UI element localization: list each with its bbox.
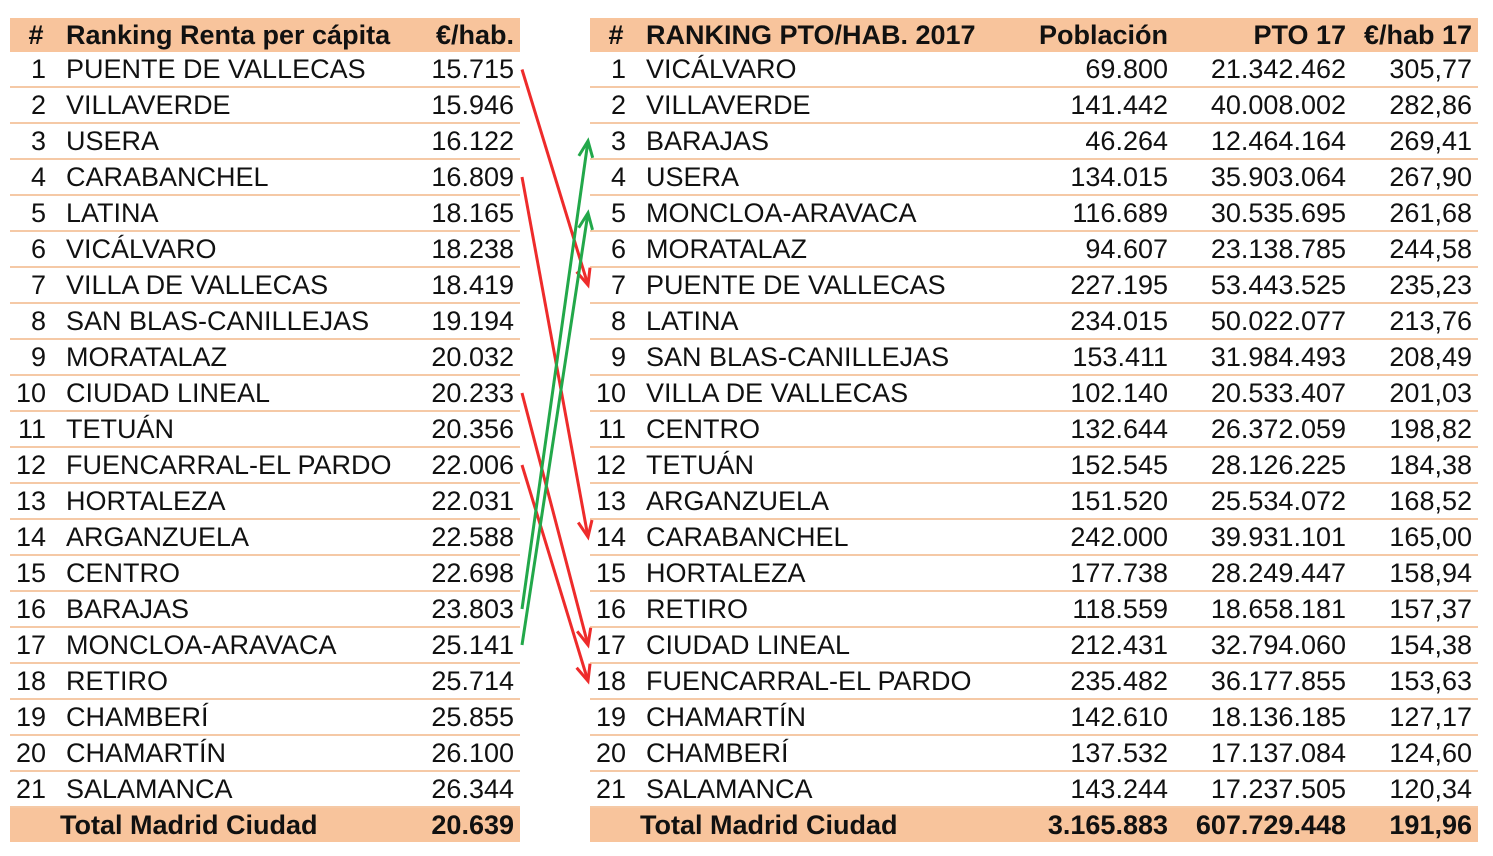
rank-cell: 6 xyxy=(590,231,642,267)
district-cell: VICÁLVARO xyxy=(642,52,1014,87)
district-cell: MORATALAZ xyxy=(62,339,424,375)
per-hab-cell: 127,17 xyxy=(1352,699,1478,735)
per-hab-cell: 158,94 xyxy=(1352,555,1478,591)
rank-cell: 8 xyxy=(10,303,62,339)
district-cell: CENTRO xyxy=(642,411,1014,447)
renta-cell: 19.194 xyxy=(424,303,520,339)
poblacion-cell: 69.800 xyxy=(1014,52,1174,87)
per-hab-cell: 213,76 xyxy=(1352,303,1478,339)
table-row xyxy=(590,663,1478,699)
table-row xyxy=(590,411,1478,447)
poblacion-cell: 94.607 xyxy=(1014,231,1174,267)
pto-cell: 25.534.072 xyxy=(1174,483,1352,519)
table-row xyxy=(590,699,1478,735)
poblacion-cell: 142.610 xyxy=(1014,699,1174,735)
table-row xyxy=(10,159,520,195)
header-eur-hab: €/hab. xyxy=(424,18,520,52)
poblacion-cell: 227.195 xyxy=(1014,267,1174,303)
per-hab-cell: 261,68 xyxy=(1352,195,1478,231)
arrow-line-1-to-7 xyxy=(522,70,588,286)
header-pto-title: RANKING PTO/HAB. 2017 xyxy=(642,18,1014,52)
poblacion-cell: 143.244 xyxy=(1014,771,1174,807)
table-row xyxy=(10,303,520,339)
table-row xyxy=(590,267,1478,303)
rank-cell: 15 xyxy=(10,555,62,591)
table-row xyxy=(10,483,520,519)
pto-cell: 30.535.695 xyxy=(1174,195,1352,231)
arrow-line-17-to-5 xyxy=(522,213,588,645)
table-row xyxy=(10,591,520,627)
rank-cell: 8 xyxy=(590,303,642,339)
arrow-head-12-to-18 xyxy=(577,664,590,681)
poblacion-cell: 152.545 xyxy=(1014,447,1174,483)
renta-cell: 20.356 xyxy=(424,411,520,447)
district-cell: CENTRO xyxy=(62,555,424,591)
table-row xyxy=(590,519,1478,555)
poblacion-cell: 151.520 xyxy=(1014,483,1174,519)
header-eur-hab17: €/hab 17 xyxy=(1352,18,1478,52)
pto-cell: 23.138.785 xyxy=(1174,231,1352,267)
per-hab-cell: 168,52 xyxy=(1352,483,1478,519)
district-cell: MORATALAZ xyxy=(642,231,1014,267)
district-cell: BARAJAS xyxy=(62,591,424,627)
per-hab-cell: 120,34 xyxy=(1352,771,1478,807)
table-row xyxy=(10,375,520,411)
header-renta-title: Ranking Renta per cápita xyxy=(62,18,424,52)
poblacion-cell: 242.000 xyxy=(1014,519,1174,555)
district-cell: PUENTE DE VALLECAS xyxy=(642,267,1014,303)
table-row xyxy=(10,771,520,807)
renta-cell: 25.714 xyxy=(424,663,520,699)
arrow-head-1-to-7 xyxy=(577,268,590,285)
rank-cell: 2 xyxy=(590,87,642,123)
arrow-line-12-to-18 xyxy=(522,465,588,681)
rank-cell: 10 xyxy=(10,375,62,411)
pto-cell: 21.342.462 xyxy=(1174,52,1352,87)
poblacion-cell: 153.411 xyxy=(1014,339,1174,375)
per-hab-cell: 184,38 xyxy=(1352,447,1478,483)
per-hab-cell: 208,49 xyxy=(1352,339,1478,375)
district-cell: BARAJAS xyxy=(642,123,1014,159)
district-cell: SALAMANCA xyxy=(642,771,1014,807)
district-cell: FUENCARRAL-EL PARDO xyxy=(62,447,424,483)
table-row xyxy=(590,735,1478,771)
poblacion-cell: 212.431 xyxy=(1014,627,1174,663)
district-cell: TETUÁN xyxy=(62,411,424,447)
district-cell: CHAMARTÍN xyxy=(62,735,424,771)
table-row xyxy=(10,735,520,771)
table-row xyxy=(590,123,1478,159)
rank-cell: 4 xyxy=(590,159,642,195)
pto-cell: 40.008.002 xyxy=(1174,87,1352,123)
poblacion-cell: 141.442 xyxy=(1014,87,1174,123)
renta-header-row xyxy=(10,18,520,52)
district-cell: RETIRO xyxy=(62,663,424,699)
rank-cell: 3 xyxy=(590,123,642,159)
arrow-line-4-to-14 xyxy=(522,177,588,537)
district-cell: CARABANCHEL xyxy=(62,159,424,195)
rank-cell: 15 xyxy=(590,555,642,591)
rank-cell: 2 xyxy=(10,87,62,123)
rank-cell: 9 xyxy=(10,339,62,375)
table-row xyxy=(590,447,1478,483)
district-cell: CHAMARTÍN xyxy=(642,699,1014,735)
rank-cell: 5 xyxy=(590,195,642,231)
district-cell: HORTALEZA xyxy=(642,555,1014,591)
rank-cell: 7 xyxy=(10,267,62,303)
table-row xyxy=(590,87,1478,123)
per-hab-cell: 157,37 xyxy=(1352,591,1478,627)
pto-cell: 17.237.505 xyxy=(1174,771,1352,807)
rank-cell: 12 xyxy=(10,447,62,483)
table-row xyxy=(10,87,520,123)
per-hab-cell: 153,63 xyxy=(1352,663,1478,699)
table-row xyxy=(590,483,1478,519)
per-hab-cell: 282,86 xyxy=(1352,87,1478,123)
rank-cell: 16 xyxy=(590,591,642,627)
table-row xyxy=(590,555,1478,591)
renta-cell: 25.855 xyxy=(424,699,520,735)
renta-cell: 25.141 xyxy=(424,627,520,663)
renta-cell: 15.715 xyxy=(424,52,520,87)
rank-cell: 12 xyxy=(590,447,642,483)
district-cell: MONCLOA-ARAVACA xyxy=(642,195,1014,231)
renta-cell: 26.100 xyxy=(424,735,520,771)
renta-cell: 20.032 xyxy=(424,339,520,375)
table-row xyxy=(10,447,520,483)
rank-cell: 13 xyxy=(590,483,642,519)
rank-cell: 21 xyxy=(590,771,642,807)
header-poblacion: Población xyxy=(1014,18,1174,52)
renta-cell: 23.803 xyxy=(424,591,520,627)
district-cell: CHAMBERÍ xyxy=(642,735,1014,771)
poblacion-cell: 132.644 xyxy=(1014,411,1174,447)
per-hab-cell: 198,82 xyxy=(1352,411,1478,447)
poblacion-cell: 234.015 xyxy=(1014,303,1174,339)
table-row xyxy=(10,627,520,663)
district-cell: LATINA xyxy=(642,303,1014,339)
pto-cell: 36.177.855 xyxy=(1174,663,1352,699)
district-cell: VILLAVERDE xyxy=(642,87,1014,123)
total-label: Total Madrid Ciudad xyxy=(590,807,1014,842)
table-row xyxy=(590,627,1478,663)
rank-cell: 3 xyxy=(10,123,62,159)
district-cell: HORTALEZA xyxy=(62,483,424,519)
per-hab-cell: 235,23 xyxy=(1352,267,1478,303)
rank-cell: 18 xyxy=(10,663,62,699)
rank-cell: 14 xyxy=(590,519,642,555)
per-hab-cell: 165,00 xyxy=(1352,519,1478,555)
arrow-line-16-to-3 xyxy=(522,141,588,609)
header-rank: # xyxy=(590,18,642,52)
table-row xyxy=(590,591,1478,627)
pto-cell: 39.931.101 xyxy=(1174,519,1352,555)
total-per-hab: 191,96 xyxy=(1352,807,1478,842)
district-cell: ARGANZUELA xyxy=(642,483,1014,519)
table-row xyxy=(10,663,520,699)
rank-cell: 7 xyxy=(590,267,642,303)
poblacion-cell: 177.738 xyxy=(1014,555,1174,591)
table-row xyxy=(590,771,1478,807)
table-row xyxy=(590,159,1478,195)
rank-cell: 13 xyxy=(10,483,62,519)
rank-cell: 16 xyxy=(10,591,62,627)
arrow-line-10-to-17 xyxy=(522,393,588,645)
rank-cell: 9 xyxy=(590,339,642,375)
table-row xyxy=(10,123,520,159)
rank-cell: 17 xyxy=(10,627,62,663)
district-cell: VILLA DE VALLECAS xyxy=(642,375,1014,411)
pto-ranking-table xyxy=(590,18,1478,842)
table-row xyxy=(590,52,1478,87)
rank-cell: 10 xyxy=(590,375,642,411)
renta-ranking-table xyxy=(10,18,520,842)
renta-cell: 22.698 xyxy=(424,555,520,591)
pto-cell: 50.022.077 xyxy=(1174,303,1352,339)
rank-cell: 19 xyxy=(590,699,642,735)
per-hab-cell: 124,60 xyxy=(1352,735,1478,771)
table-row xyxy=(10,555,520,591)
header-pto17: PTO 17 xyxy=(1174,18,1352,52)
table-row xyxy=(590,303,1478,339)
district-cell: RETIRO xyxy=(642,591,1014,627)
district-cell: VILLA DE VALLECAS xyxy=(62,267,424,303)
per-hab-cell: 201,03 xyxy=(1352,375,1478,411)
table-row xyxy=(10,519,520,555)
pto-header-row xyxy=(590,18,1478,52)
per-hab-cell: 267,90 xyxy=(1352,159,1478,195)
district-cell: SAN BLAS-CANILLEJAS xyxy=(642,339,1014,375)
renta-cell: 16.122 xyxy=(424,123,520,159)
table-row xyxy=(10,267,520,303)
poblacion-cell: 102.140 xyxy=(1014,375,1174,411)
district-cell: FUENCARRAL-EL PARDO xyxy=(642,663,1014,699)
table-row xyxy=(10,339,520,375)
per-hab-cell: 305,77 xyxy=(1352,52,1478,87)
renta-cell: 20.233 xyxy=(424,375,520,411)
total-value: 20.639 xyxy=(424,807,520,842)
table-row xyxy=(10,195,520,231)
per-hab-cell: 244,58 xyxy=(1352,231,1478,267)
renta-cell: 18.238 xyxy=(424,231,520,267)
table-row xyxy=(590,375,1478,411)
table-row xyxy=(590,195,1478,231)
district-cell: ARGANZUELA xyxy=(62,519,424,555)
arrow-head-10-to-17 xyxy=(577,628,591,645)
rank-cell: 20 xyxy=(590,735,642,771)
total-pto: 607.729.448 xyxy=(1174,807,1352,842)
district-cell: USERA xyxy=(642,159,1014,195)
pto-cell: 28.249.447 xyxy=(1174,555,1352,591)
district-cell: PUENTE DE VALLECAS xyxy=(62,52,424,87)
pto-cell: 32.794.060 xyxy=(1174,627,1352,663)
rank-cell: 5 xyxy=(10,195,62,231)
pto-cell: 26.372.059 xyxy=(1174,411,1352,447)
total-label: Total Madrid Ciudad xyxy=(10,807,424,842)
pto-cell: 20.533.407 xyxy=(1174,375,1352,411)
rank-cell: 14 xyxy=(10,519,62,555)
table-row xyxy=(10,411,520,447)
poblacion-cell: 118.559 xyxy=(1014,591,1174,627)
table-row xyxy=(10,699,520,735)
district-cell: CARABANCHEL xyxy=(642,519,1014,555)
renta-total-row xyxy=(10,807,520,842)
rank-cell: 1 xyxy=(590,52,642,87)
pto-cell: 17.137.084 xyxy=(1174,735,1352,771)
rank-cell: 6 xyxy=(10,231,62,267)
renta-cell: 18.165 xyxy=(424,195,520,231)
district-cell: MONCLOA-ARAVACA xyxy=(62,627,424,663)
poblacion-cell: 46.264 xyxy=(1014,123,1174,159)
district-cell: CIUDAD LINEAL xyxy=(642,627,1014,663)
renta-cell: 22.588 xyxy=(424,519,520,555)
pto-cell: 53.443.525 xyxy=(1174,267,1352,303)
rank-cell: 18 xyxy=(590,663,642,699)
district-cell: SAN BLAS-CANILLEJAS xyxy=(62,303,424,339)
rank-cell: 21 xyxy=(10,771,62,807)
renta-cell: 15.946 xyxy=(424,87,520,123)
rank-cell: 1 xyxy=(10,52,62,87)
district-cell: LATINA xyxy=(62,195,424,231)
poblacion-cell: 116.689 xyxy=(1014,195,1174,231)
rank-cell: 19 xyxy=(10,699,62,735)
renta-cell: 26.344 xyxy=(424,771,520,807)
rank-cell: 17 xyxy=(590,627,642,663)
table-row xyxy=(590,231,1478,267)
district-cell: USERA xyxy=(62,123,424,159)
per-hab-cell: 269,41 xyxy=(1352,123,1478,159)
renta-cell: 22.006 xyxy=(424,447,520,483)
table-row xyxy=(10,231,520,267)
table-row xyxy=(590,339,1478,375)
poblacion-cell: 235.482 xyxy=(1014,663,1174,699)
poblacion-cell: 134.015 xyxy=(1014,159,1174,195)
pto-cell: 35.903.064 xyxy=(1174,159,1352,195)
district-cell: CIUDAD LINEAL xyxy=(62,375,424,411)
rank-cell: 11 xyxy=(10,411,62,447)
pto-cell: 28.126.225 xyxy=(1174,447,1352,483)
district-cell: TETUÁN xyxy=(642,447,1014,483)
pto-cell: 12.464.164 xyxy=(1174,123,1352,159)
district-cell: VICÁLVARO xyxy=(62,231,424,267)
header-rank: # xyxy=(10,18,62,52)
table-row xyxy=(10,52,520,87)
renta-cell: 18.419 xyxy=(424,267,520,303)
pto-cell: 31.984.493 xyxy=(1174,339,1352,375)
poblacion-cell: 137.532 xyxy=(1014,735,1174,771)
rank-cell: 4 xyxy=(10,159,62,195)
rank-cell: 11 xyxy=(590,411,642,447)
pto-cell: 18.136.185 xyxy=(1174,699,1352,735)
rank-cell: 20 xyxy=(10,735,62,771)
district-cell: VILLAVERDE xyxy=(62,87,424,123)
per-hab-cell: 154,38 xyxy=(1352,627,1478,663)
renta-cell: 22.031 xyxy=(424,483,520,519)
pto-cell: 18.658.181 xyxy=(1174,591,1352,627)
pto-total-row xyxy=(590,807,1478,842)
renta-cell: 16.809 xyxy=(424,159,520,195)
total-poblacion: 3.165.883 xyxy=(1014,807,1174,842)
district-cell: SALAMANCA xyxy=(62,771,424,807)
district-cell: CHAMBERÍ xyxy=(62,699,424,735)
